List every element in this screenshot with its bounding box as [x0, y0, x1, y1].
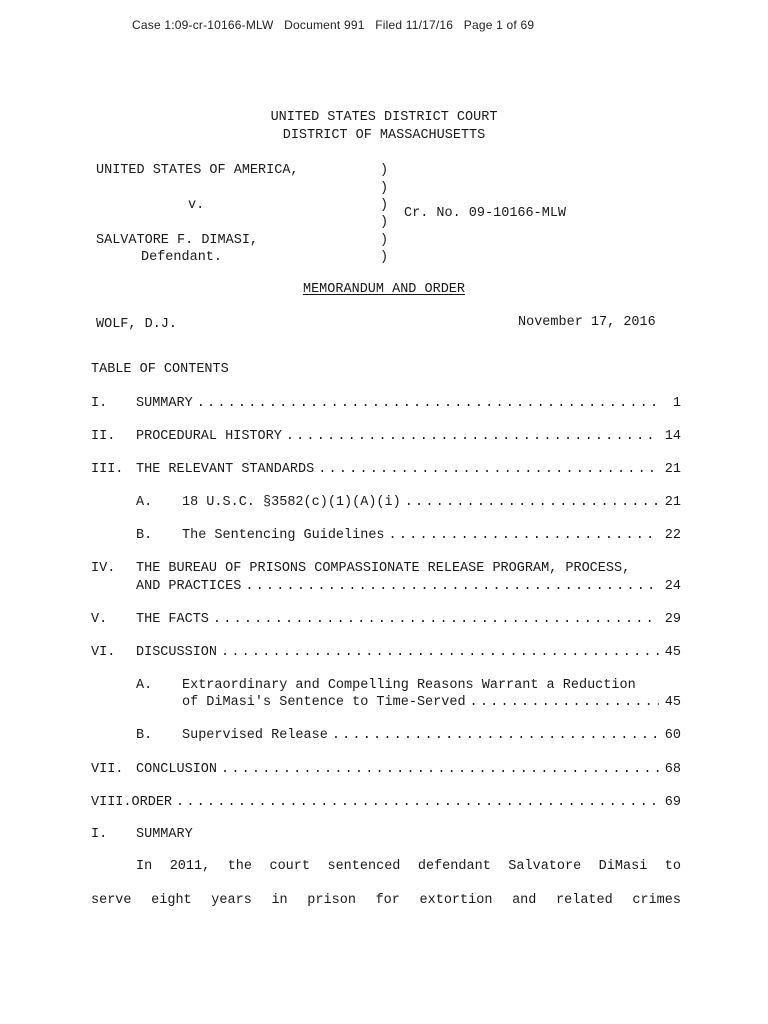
toc-entry-title: PROCEDURAL HISTORY — [136, 429, 282, 444]
toc-entry-page: 14 — [664, 429, 681, 444]
toc-entry-title: SUMMARY — [136, 396, 193, 411]
toc-entry-title[interactable]: THE BUREAU OF PRISONS COMPASSIONATE RELEASE PROGRAM, PROCESS, — [136, 561, 631, 576]
toc-leader-dots — [221, 645, 659, 660]
toc-entry-page: 1 — [672, 396, 681, 411]
toc-subentry[interactable] — [136, 528, 681, 543]
toc-entry-number: A. — [136, 495, 153, 510]
caption-plaintiff: UNITED STATES OF AMERICA, — [96, 163, 299, 178]
toc-subentry[interactable] — [182, 695, 681, 710]
toc-subentry[interactable] — [136, 728, 681, 743]
toc-leader-dots — [213, 612, 659, 627]
caption-bracket: ) — [380, 233, 389, 248]
toc-entry-title: THE FACTS — [136, 612, 209, 627]
court-name: UNITED STATES DISTRICT COURT — [270, 110, 498, 125]
toc-entry-page: 68 — [664, 762, 681, 777]
body-paragraph-line: In 2011, the court sentenced defendant Salvatore DiMasi to — [136, 859, 681, 874]
toc-entry-page: 29 — [664, 612, 681, 627]
caption-bracket: ) — [380, 163, 389, 178]
toc-entry-title-continued: AND PRACTICES — [136, 579, 242, 594]
toc-entry-page: 21 — [664, 462, 681, 477]
toc-entry-number: B. — [136, 728, 153, 743]
toc-entry-title: CONCLUSION — [136, 762, 218, 777]
document-title: MEMORANDUM AND ORDER — [302, 282, 466, 297]
toc-entry-title: The Sentencing Guidelines — [182, 528, 385, 543]
toc-leader-dots — [470, 695, 659, 710]
toc-entry-title: DISCUSSION — [136, 645, 218, 660]
toc-entry-number: V. — [91, 612, 108, 627]
toc-entry[interactable] — [91, 429, 681, 444]
toc-entry-page: 22 — [664, 528, 681, 543]
court-district: DISTRICT OF MASSACHUSETTS — [282, 128, 486, 143]
toc-entry-title: Supervised Release — [182, 728, 328, 743]
toc-entry-title: ORDER — [131, 795, 173, 810]
caption-versus: v. — [188, 198, 205, 213]
toc-entry[interactable] — [91, 762, 681, 777]
caption-bracket: ) — [380, 181, 389, 196]
toc-entry[interactable] — [91, 396, 681, 411]
order-date: November 17, 2016 — [518, 315, 656, 330]
toc-leader-dots — [405, 495, 659, 510]
toc-leader-dots — [332, 728, 659, 743]
judge-name: WOLF, D.J. — [96, 317, 178, 332]
toc-entry[interactable] — [91, 795, 681, 810]
toc-entry-number: I. — [91, 396, 108, 411]
toc-entry-page: 21 — [664, 495, 681, 510]
section-number: I. — [91, 827, 108, 842]
toc-entry-title[interactable]: Extraordinary and Compelling Reasons Warrant a Reduction — [182, 678, 636, 693]
toc-entry-title: 18 U.S.C. §3582(c)(1)(A)(i) — [182, 495, 401, 510]
toc-leader-dots — [221, 762, 659, 777]
toc-entry-page: 60 — [664, 728, 681, 743]
toc-entry-number: III. — [91, 462, 124, 477]
body-paragraph-line: serve eight years in prison for extortion and related crimes — [91, 893, 681, 908]
toc-leader-dots — [197, 396, 659, 411]
toc-subentry[interactable] — [136, 495, 681, 510]
toc-entry-number: VI. — [91, 645, 116, 660]
toc-entry-page: 24 — [664, 579, 681, 594]
toc-heading: TABLE OF CONTENTS — [91, 362, 229, 377]
toc-leader-dots — [245, 579, 659, 594]
toc-entry-number: VIII. — [91, 795, 132, 810]
toc-entry[interactable] — [91, 462, 681, 477]
toc-entry-page: 69 — [664, 795, 681, 810]
toc-leader-dots — [318, 462, 659, 477]
toc-entry[interactable] — [91, 612, 681, 627]
toc-entry-number: A. — [136, 678, 153, 693]
toc-entry[interactable] — [91, 645, 681, 660]
case-header-stamp: Case 1:09-cr-10166-MLW Document 991 Filed 11/17/16 Page 1 of 69 — [132, 18, 535, 32]
caption-defendant-role: Defendant. — [141, 250, 223, 265]
toc-entry-number: VII. — [91, 762, 124, 777]
toc-leader-dots — [286, 429, 659, 444]
caption-bracket: ) — [380, 198, 389, 213]
toc-entry-title: THE RELEVANT STANDARDS — [136, 462, 315, 477]
caption-defendant-name: SALVATORE F. DIMASI, — [96, 233, 259, 248]
caption-bracket: ) — [380, 250, 389, 265]
toc-entry-title-continued: of DiMasi's Sentence to Time-Served — [182, 695, 466, 710]
toc-entry-page: 45 — [664, 645, 681, 660]
section-heading: SUMMARY — [136, 827, 193, 842]
toc-entry-number: II. — [91, 429, 116, 444]
caption-bracket: ) — [380, 215, 389, 230]
toc-entry-number: B. — [136, 528, 153, 543]
toc-entry[interactable] — [136, 579, 681, 594]
toc-entry-page: 45 — [664, 695, 681, 710]
toc-leader-dots — [176, 795, 659, 810]
case-number: Cr. No. 09-10166-MLW — [404, 206, 567, 221]
toc-entry-number: IV. — [91, 561, 116, 576]
toc-leader-dots — [389, 528, 659, 543]
